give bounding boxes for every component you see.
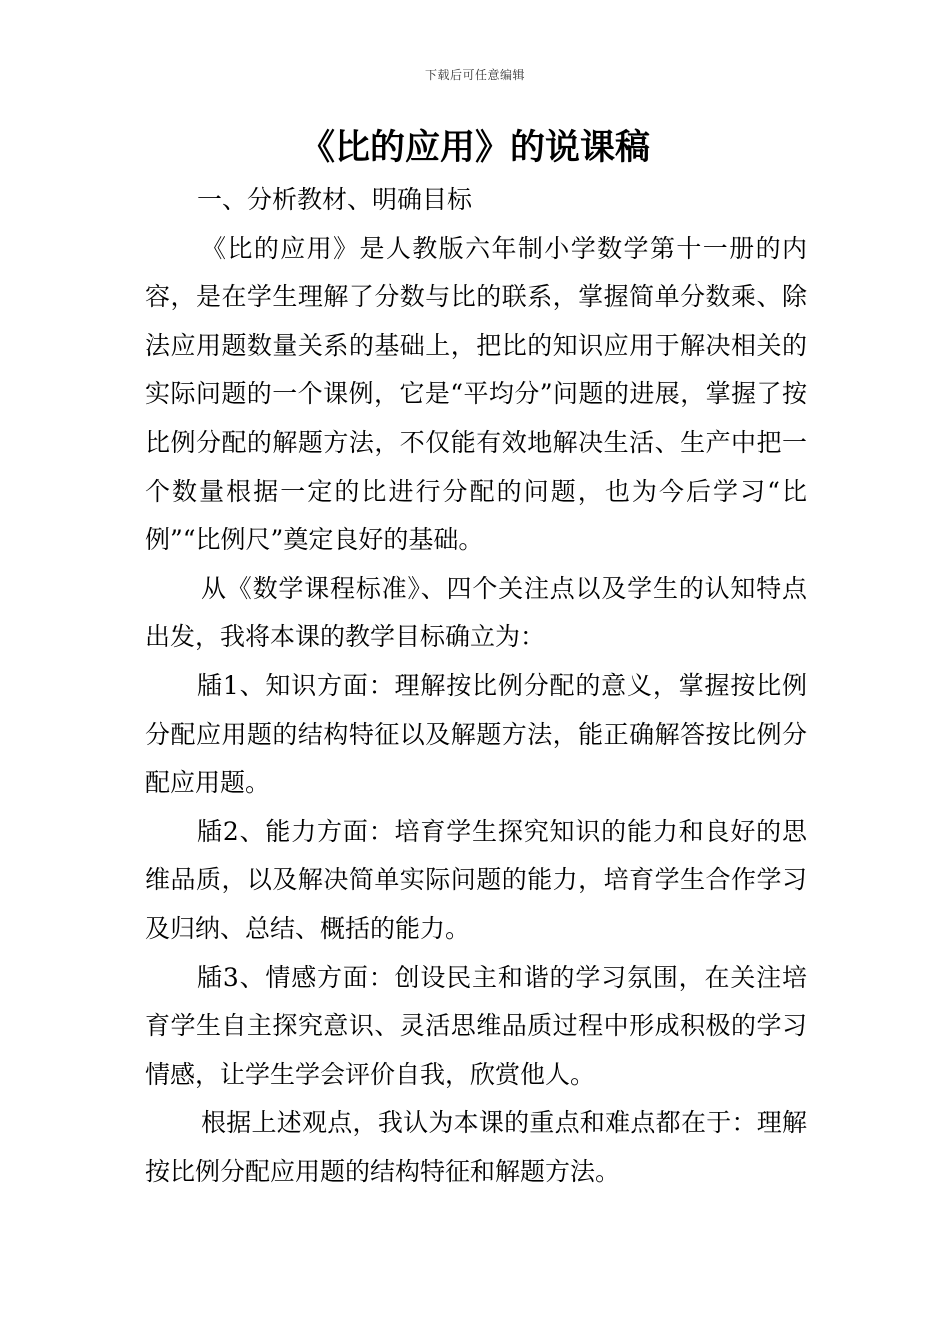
document-body xyxy=(145,176,807,1196)
document-title: 《比的应用》的说课稿 xyxy=(299,128,650,168)
paragraph-goal-emotion: 牐3、情感方面：创设民主和谐的学习氛围，在关注培育学生自主探究意识、灵活思维品质过程中形成积极的学习情感，让学生学会评价自我，欣赏他人。 xyxy=(145,962,807,1089)
paragraph-goal-ability: 牐2、能力方面：培育学生探究知识的能力和良好的思维品质，以及解决简单实际问题的能力，培育学生合作学习及归纳、总结、概括的能力。 xyxy=(145,816,807,943)
section-heading: 一、分析教材、明确目标 xyxy=(197,185,473,214)
paragraph-intro: 《比的应用》是人教版六年制小学数学第十一册的内容，是在学生理解了分数与比的联系，掌握简单分数乘、除法应用题数量关系的基础上，把比的知识应用于解决相关的实际问题的一个课例，它是“平均分”问题的进展，掌握了按比例分配的解题方法，不仅能有效地解决生活、生产中把一个数量根据一定的比进行分配的问题，也为今后学习“比例”“比例尺”奠定良好的基础。 xyxy=(145,233,807,555)
header-note: 下载后可任意编辑 xyxy=(424,68,525,82)
paragraph-goal-knowledge: 牐1、知识方面：理解按比例分配的意义，掌握按比例分配应用题的结构特征以及解题方法，能正确解答按比例分配应用题。 xyxy=(145,670,807,798)
paragraph-goals-lead: 从《数学课程标准》、四个关注点以及学生的认知特点出发，我将本课的教学目标确立为： xyxy=(145,573,807,652)
paragraph-key-points: 根据上述观点，我认为本课的重点和难点都在于：理解按比例分配应用题的结构特征和解题方法。 xyxy=(145,1108,807,1186)
